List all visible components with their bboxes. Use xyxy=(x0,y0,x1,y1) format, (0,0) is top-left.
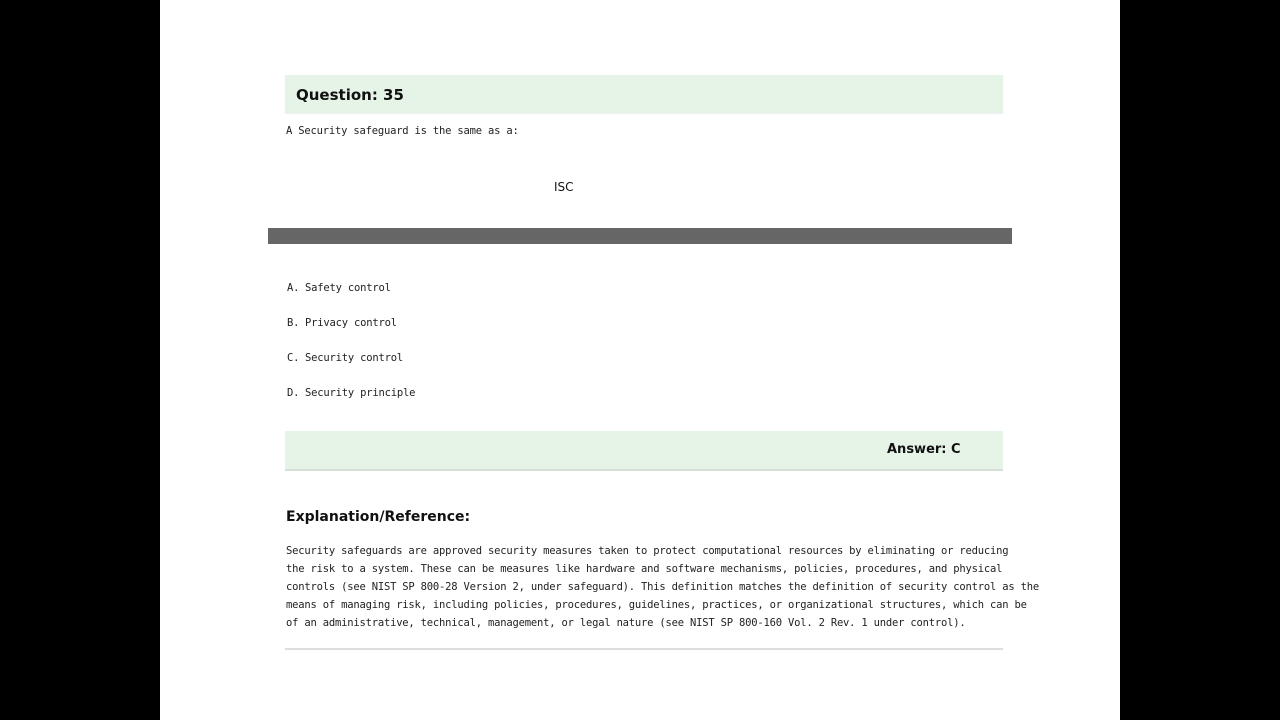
option-c xyxy=(287,352,415,387)
option-label: Safety control xyxy=(305,282,391,294)
option-letter: D. xyxy=(287,387,300,399)
option-b xyxy=(287,317,415,352)
explanation-line: means of managing risk, including policies, procedures, guidelines, practices, or organizational structures, which can be xyxy=(286,599,1027,611)
explanation-line: of an administrative, technical, management, or legal nature (see NIST SP 800-160 Vol. 2 Rev. 1 under control). xyxy=(286,617,966,629)
divider-bar xyxy=(268,228,1012,244)
option-letter: C. xyxy=(287,352,300,364)
option-label: Security principle xyxy=(305,387,416,399)
explanation-title: Explanation/Reference: xyxy=(286,509,471,525)
question-title: Question: 35 xyxy=(296,86,404,104)
explanation-line: the risk to a system. These can be measures like hardware and software mechanisms, policies, procedures, and physical xyxy=(286,563,1003,575)
options-list xyxy=(287,282,415,422)
explanation-line: Security safeguards are approved security measures taken to protect computational resources by eliminating or reducing xyxy=(286,545,1009,557)
isc-watermark: ISC xyxy=(554,180,574,194)
option-letter: A. xyxy=(287,282,300,294)
question-header xyxy=(285,75,1003,113)
bottom-divider xyxy=(285,648,1003,650)
answer-text: Answer: C xyxy=(887,442,961,457)
answer-box xyxy=(285,431,1003,471)
explanation-text xyxy=(286,542,1039,632)
option-label: Privacy control xyxy=(305,317,397,329)
document-page xyxy=(160,0,1120,720)
question-text: A Security safeguard is the same as a: xyxy=(286,125,519,137)
option-a xyxy=(287,282,415,317)
option-label: Security control xyxy=(305,352,403,364)
option-letter: B. xyxy=(287,317,300,329)
option-d xyxy=(287,387,415,422)
explanation-line: controls (see NIST SP 800-28 Version 2, under safeguard). This definition matches the definition of security control as the xyxy=(286,581,1039,593)
